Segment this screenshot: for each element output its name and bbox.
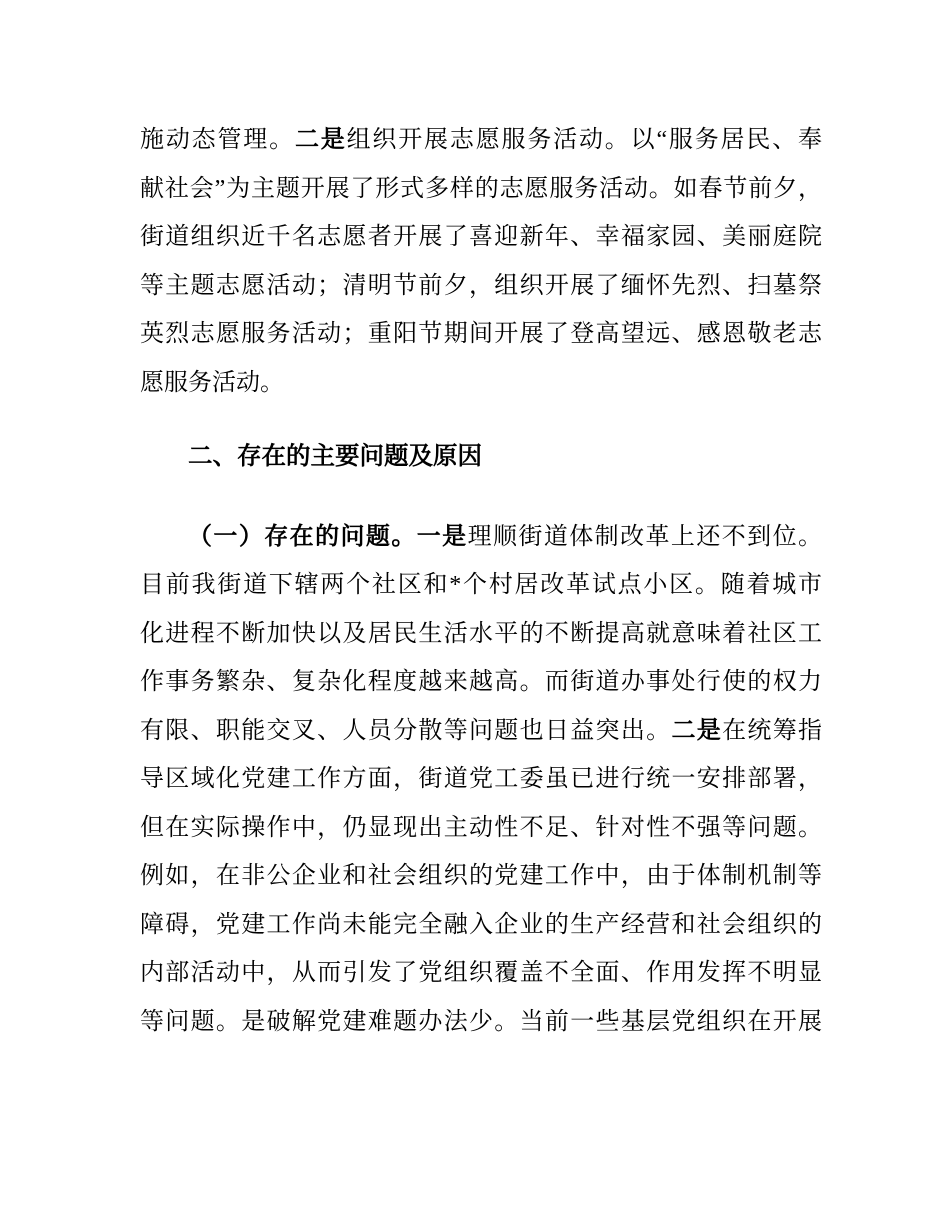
- text-run: 理顺街道体制改革上还不到位。: [467, 523, 822, 550]
- text-run: 组织开展志愿服务活动。以“服务居民、奉: [346, 127, 822, 153]
- para1-line: [140, 310, 822, 359]
- para1-line: [140, 262, 822, 311]
- para1-line: [140, 165, 822, 214]
- text-run: 例如，在非公企业和社会组织的党建工作中，由于体制机制等: [140, 863, 822, 889]
- document-text-block: [140, 116, 822, 1046]
- text-run: 英烈志愿服务活动；重阳节期间开展了登高望远、感恩敬老志: [140, 321, 822, 347]
- para1-line: [140, 213, 822, 262]
- bold-text-run: 二是: [671, 716, 723, 744]
- text-run: 献社会”为主题开展了形式多样的志愿服务活动。如春节前夕，: [140, 175, 822, 202]
- text-run: 等主题志愿活动；清明节前夕，组织开展了缅怀先烈、扫墓祭: [140, 272, 822, 299]
- bold-text-run: （一）存在的问题。一是: [188, 522, 468, 550]
- para1-line: [140, 359, 822, 408]
- para2-line: [140, 852, 822, 901]
- bold-text-run: 二是: [294, 126, 347, 153]
- para2-line: [140, 998, 822, 1047]
- text-run: 施动态管理。: [140, 127, 295, 153]
- text-run: 内部活动中，从而引发了党组织覆盖不全面、作用发挥不明显: [140, 960, 822, 986]
- para2-line: [140, 658, 822, 707]
- para2-line: [140, 513, 822, 562]
- para2-line: [140, 901, 822, 950]
- text-run: 障碍，党建工作尚未能完全融入企业的生产经营和社会组织的: [140, 911, 822, 938]
- text-run: 在统筹指: [722, 717, 822, 744]
- text-run: 目前我街道下辖两个社区和*个村居改革试点小区。随着城市: [140, 572, 822, 598]
- para2-line: [140, 755, 822, 804]
- text-run: 化进程不断加快以及居民生活水平的不断提高就意味着社区工: [140, 620, 822, 647]
- text-run: 但在实际操作中，仍显现出主动性不足、针对性不强等问题。: [140, 814, 822, 841]
- para2-line: [140, 804, 822, 853]
- para1-line: [140, 116, 822, 165]
- text-run: 导区域化党建工作方面，街道党工委虽已进行统一安排部署，: [140, 766, 822, 792]
- text-run: 等问题。是破解党建难题办法少。当前一些基层党组织在开展: [140, 1008, 822, 1035]
- section-heading: 二、存在的主要问题及原因: [188, 443, 482, 470]
- text-run: 作事务繁杂、复杂化程度越来越高。而街道办事处行使的权力: [140, 669, 822, 695]
- text-run: 有限、职能交叉、人员分散等问题也日益突出。: [140, 717, 672, 744]
- para2-line: [140, 610, 822, 659]
- para2-line: [140, 707, 822, 756]
- text-run: 街道组织近千名志愿者开展了喜迎新年、幸福家园、美丽庭院: [140, 224, 822, 250]
- para2-line: [140, 949, 822, 998]
- text-run: 愿服务活动。: [140, 369, 284, 396]
- para2-line: [140, 561, 822, 610]
